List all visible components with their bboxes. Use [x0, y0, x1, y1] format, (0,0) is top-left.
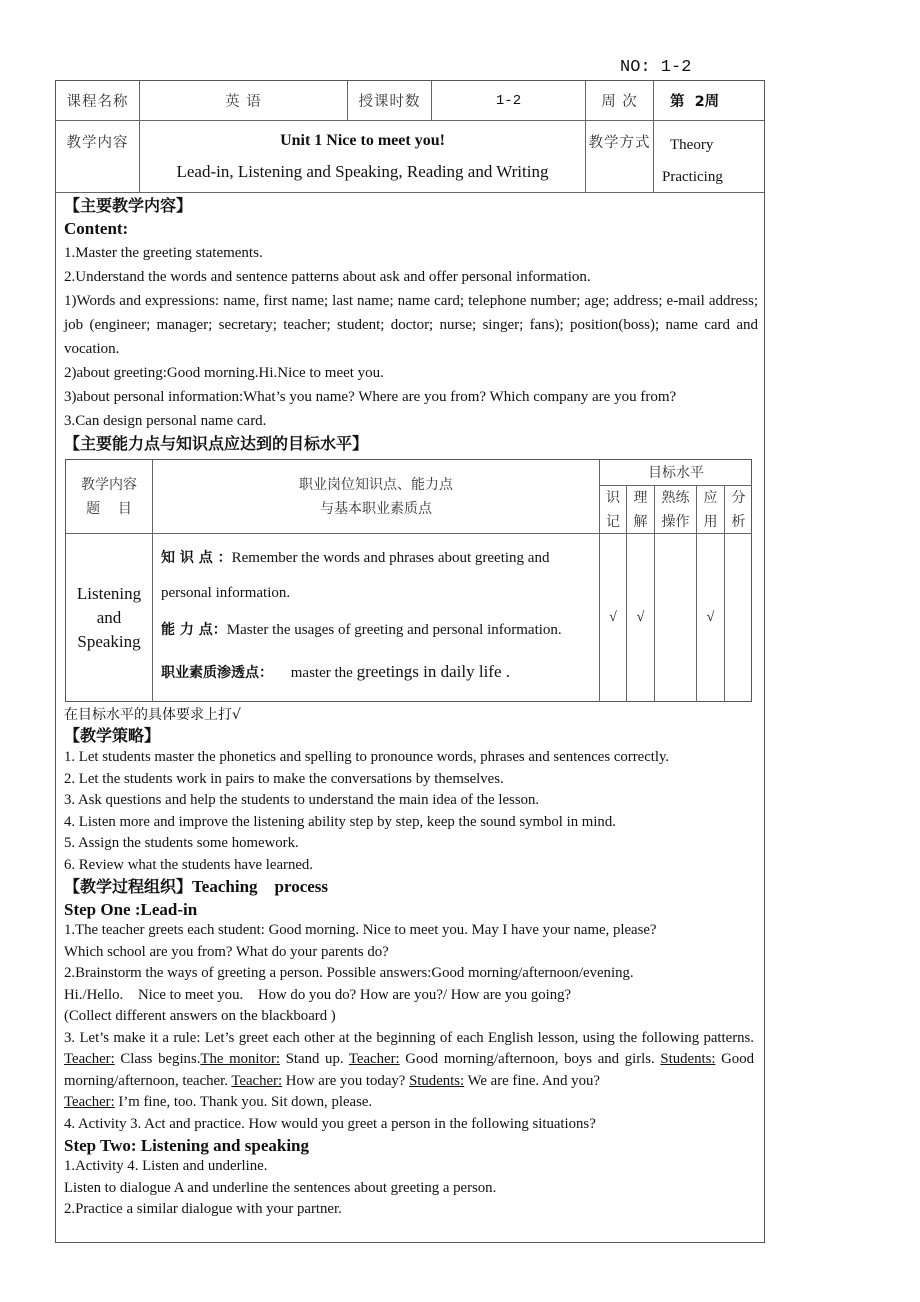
- content-item: 1)Words and expressions: name, first name; last name; name card; telephone number; age; address; e-mail address; job (engineer; manager; secretary; teacher; student; doctor; nurse; singer; fans); position(boss); name card and vocation.: [64, 293, 758, 357]
- process-heading-en: Teaching process: [192, 877, 329, 896]
- speech: How are you today?: [282, 1072, 410, 1089]
- content-item: 2)about greeting:Good morning.Hi.Nice to meet you.: [64, 365, 384, 381]
- content-item: 3)about personal information:What’s you name? Where are you from? Which company are you from?: [64, 389, 677, 405]
- speaker-teacher: Teacher:: [64, 1094, 115, 1110]
- knowledge-text: Remember the words and phrases about greeting and: [231, 550, 550, 566]
- content-item: 2.Understand the words and sentence patterns about ask and offer personal information.: [64, 269, 591, 285]
- level-text: 解: [633, 513, 648, 530]
- course-name-value: 英 语: [140, 81, 348, 121]
- main-content-heading: 【主要教学内容】: [64, 196, 193, 215]
- points-cell: [153, 534, 600, 702]
- level-understand: [627, 486, 655, 534]
- knowledge-label: 知 识 点 ：: [161, 550, 232, 566]
- lesson-body: [64, 193, 758, 455]
- level-operate: [655, 486, 697, 534]
- strategy-item: 4. Listen more and improve the listening ability step by step, keep the sound symbol in mind.: [64, 813, 616, 830]
- content-heading: Content:: [64, 219, 129, 238]
- speech: We are fine. And you?: [464, 1072, 600, 1089]
- unit-title: Unit 1 Nice to meet you!: [280, 131, 445, 149]
- speaker-teacher: Teacher:: [64, 1051, 115, 1067]
- knowledge-text-cont: personal information.: [161, 585, 291, 601]
- col-points-line2: 与基本职业素质点: [320, 500, 432, 517]
- step-one-p1: 1.The teacher greets each student: Good morning. Nice to meet you. May I have your name, please?: [64, 922, 657, 938]
- check-note: 在目标水平的具体要求上打√: [64, 707, 241, 723]
- level-text: 理: [633, 489, 648, 506]
- strategy-item: 3. Ask questions and help the students to understand the main idea of the lesson.: [64, 792, 540, 808]
- process-heading: [64, 876, 760, 899]
- speaker-students: Students:: [409, 1072, 465, 1089]
- col-points-line1: 职业岗位知识点、能力点: [299, 476, 453, 493]
- topic-cell: [66, 534, 153, 702]
- quality-point: [161, 646, 510, 699]
- method-practicing: Practicing: [662, 169, 723, 185]
- col-topic-line2: 题 目: [86, 500, 132, 517]
- unit-subtitle: Lead-in, Listening and Speaking, Reading and Writing: [176, 161, 549, 181]
- knowledge-point: [161, 544, 549, 572]
- objectives-heading: 【主要能力点与知识点应达到的目标水平】: [64, 434, 369, 453]
- check-memorize: √: [600, 534, 627, 702]
- step-one-p2-cont: Hi./Hello. Nice to meet you. How do you do? How are you?/ How are you going?: [64, 986, 572, 1003]
- week-label: 周 次: [586, 81, 654, 121]
- quality-text: master the: [290, 665, 357, 681]
- content-item: 1.Master the greeting statements.: [64, 245, 263, 261]
- teaching-method-label: 教学方式: [586, 121, 654, 193]
- ability-label: 能 力 点：: [161, 622, 227, 638]
- step-one-p2: 2.Brainstorm the ways of greeting a person. Possible answers:Good morning/afternoon/evening.: [64, 965, 634, 981]
- step-one-p3: [64, 1028, 754, 1093]
- step-one-p4: 4. Activity 3. Act and practice. How would you greet a person in the following situations?: [64, 1115, 596, 1132]
- col-points-header: [153, 460, 600, 534]
- step-two-p1: 1.Activity 4. Listen and underline.: [64, 1158, 268, 1174]
- level-text: 应: [703, 489, 718, 506]
- level-apply: [697, 486, 725, 534]
- level-analyze: [725, 486, 752, 534]
- ability-text: Master the usages of greeting and personal information.: [226, 622, 562, 638]
- step-one-p1-cont: Which school are you from? What do your parents do?: [64, 943, 389, 960]
- level-text: 析: [731, 513, 746, 530]
- lesson-plan-sheet: [55, 80, 765, 1243]
- col-topic-line1: 教学内容: [81, 476, 137, 493]
- teaching-content-label: 教学内容: [56, 121, 140, 193]
- level-memorize: [600, 486, 627, 534]
- strategy-item: 5. Assign the students some homework.: [64, 835, 299, 851]
- level-text: 记: [606, 513, 620, 530]
- topic-line: Listening: [76, 584, 142, 603]
- document-number: NO: 1-2: [620, 58, 692, 77]
- check-apply: √: [697, 534, 725, 702]
- speaker-students: Students:: [660, 1051, 716, 1067]
- speech: Good morning/afternoon, teacher.: [64, 1051, 754, 1089]
- method-theory: Theory: [670, 137, 714, 153]
- p3-intro: 3. Let’s make it a rule: Let’s greet each other at the beginning of each English lesson, using the following patterns.: [64, 1029, 754, 1046]
- check-analyze: [725, 534, 752, 702]
- strategy-item: 2. Let the students work in pairs to make the conversations by themselves.: [64, 770, 504, 787]
- step-two-p2: 2.Practice a similar dialogue with your partner.: [64, 1201, 342, 1217]
- step-one-title: Step One :Lead-in: [64, 900, 198, 919]
- speech: Class begins.: [114, 1051, 201, 1067]
- quality-text-large: greetings in daily life .: [356, 662, 510, 681]
- strategy-item: 6. Review what the students have learned.: [64, 856, 314, 873]
- speaker-monitor: The monitor:: [200, 1051, 281, 1067]
- level-text: 熟练: [661, 489, 690, 506]
- step-one-p3-teacher: [64, 1092, 760, 1114]
- week-value: 第 2周: [654, 81, 764, 121]
- strategy-heading: 【教学策略】: [64, 726, 161, 745]
- quality-label: 职业素质渗透点：: [161, 665, 273, 681]
- topic-line: Speaking: [77, 632, 141, 651]
- step-two-title: Step Two: Listening and speaking: [64, 1136, 309, 1155]
- speaker-teacher: Teacher:: [348, 1051, 400, 1067]
- col-topic-header: [66, 460, 153, 534]
- course-name-label: 课程名称: [56, 81, 140, 121]
- speech: Stand up.: [280, 1051, 349, 1067]
- check-understand: √: [627, 534, 655, 702]
- topic-line: and: [96, 608, 122, 627]
- speaker-teacher: Teacher:: [231, 1072, 283, 1089]
- teaching-method-values: [654, 121, 764, 193]
- unit-title-cell: [140, 121, 586, 193]
- target-level-header: 目标水平: [600, 460, 752, 486]
- hours-label: 授课时数: [348, 81, 432, 121]
- check-operate: [655, 534, 697, 702]
- step-one-p2-note: (Collect different answers on the blackboard ): [64, 1008, 336, 1024]
- ability-point: [161, 614, 562, 646]
- speech: Good morning/afternoon, boys and girls.: [399, 1051, 661, 1067]
- hours-value: 1-2: [432, 81, 586, 121]
- speech: I’m fine, too. Thank you. Sit down, please.: [114, 1094, 373, 1110]
- objectives-table: [65, 459, 752, 702]
- level-text: 操作: [661, 513, 690, 530]
- content-item: 3.Can design personal name card.: [64, 413, 267, 429]
- lower-body: [64, 705, 760, 1221]
- strategy-item: 1. Let students master the phonetics and spelling to pronounce words, phrases and sentences correctly.: [64, 749, 670, 765]
- step-two-p1-cont: Listen to dialogue A and underline the sentences about greeting a person.: [64, 1179, 497, 1196]
- level-text: 分: [731, 489, 746, 506]
- process-heading-zh: 【教学过程组织】: [64, 877, 193, 896]
- level-text: 用: [703, 513, 718, 530]
- level-text: 识: [606, 489, 620, 506]
